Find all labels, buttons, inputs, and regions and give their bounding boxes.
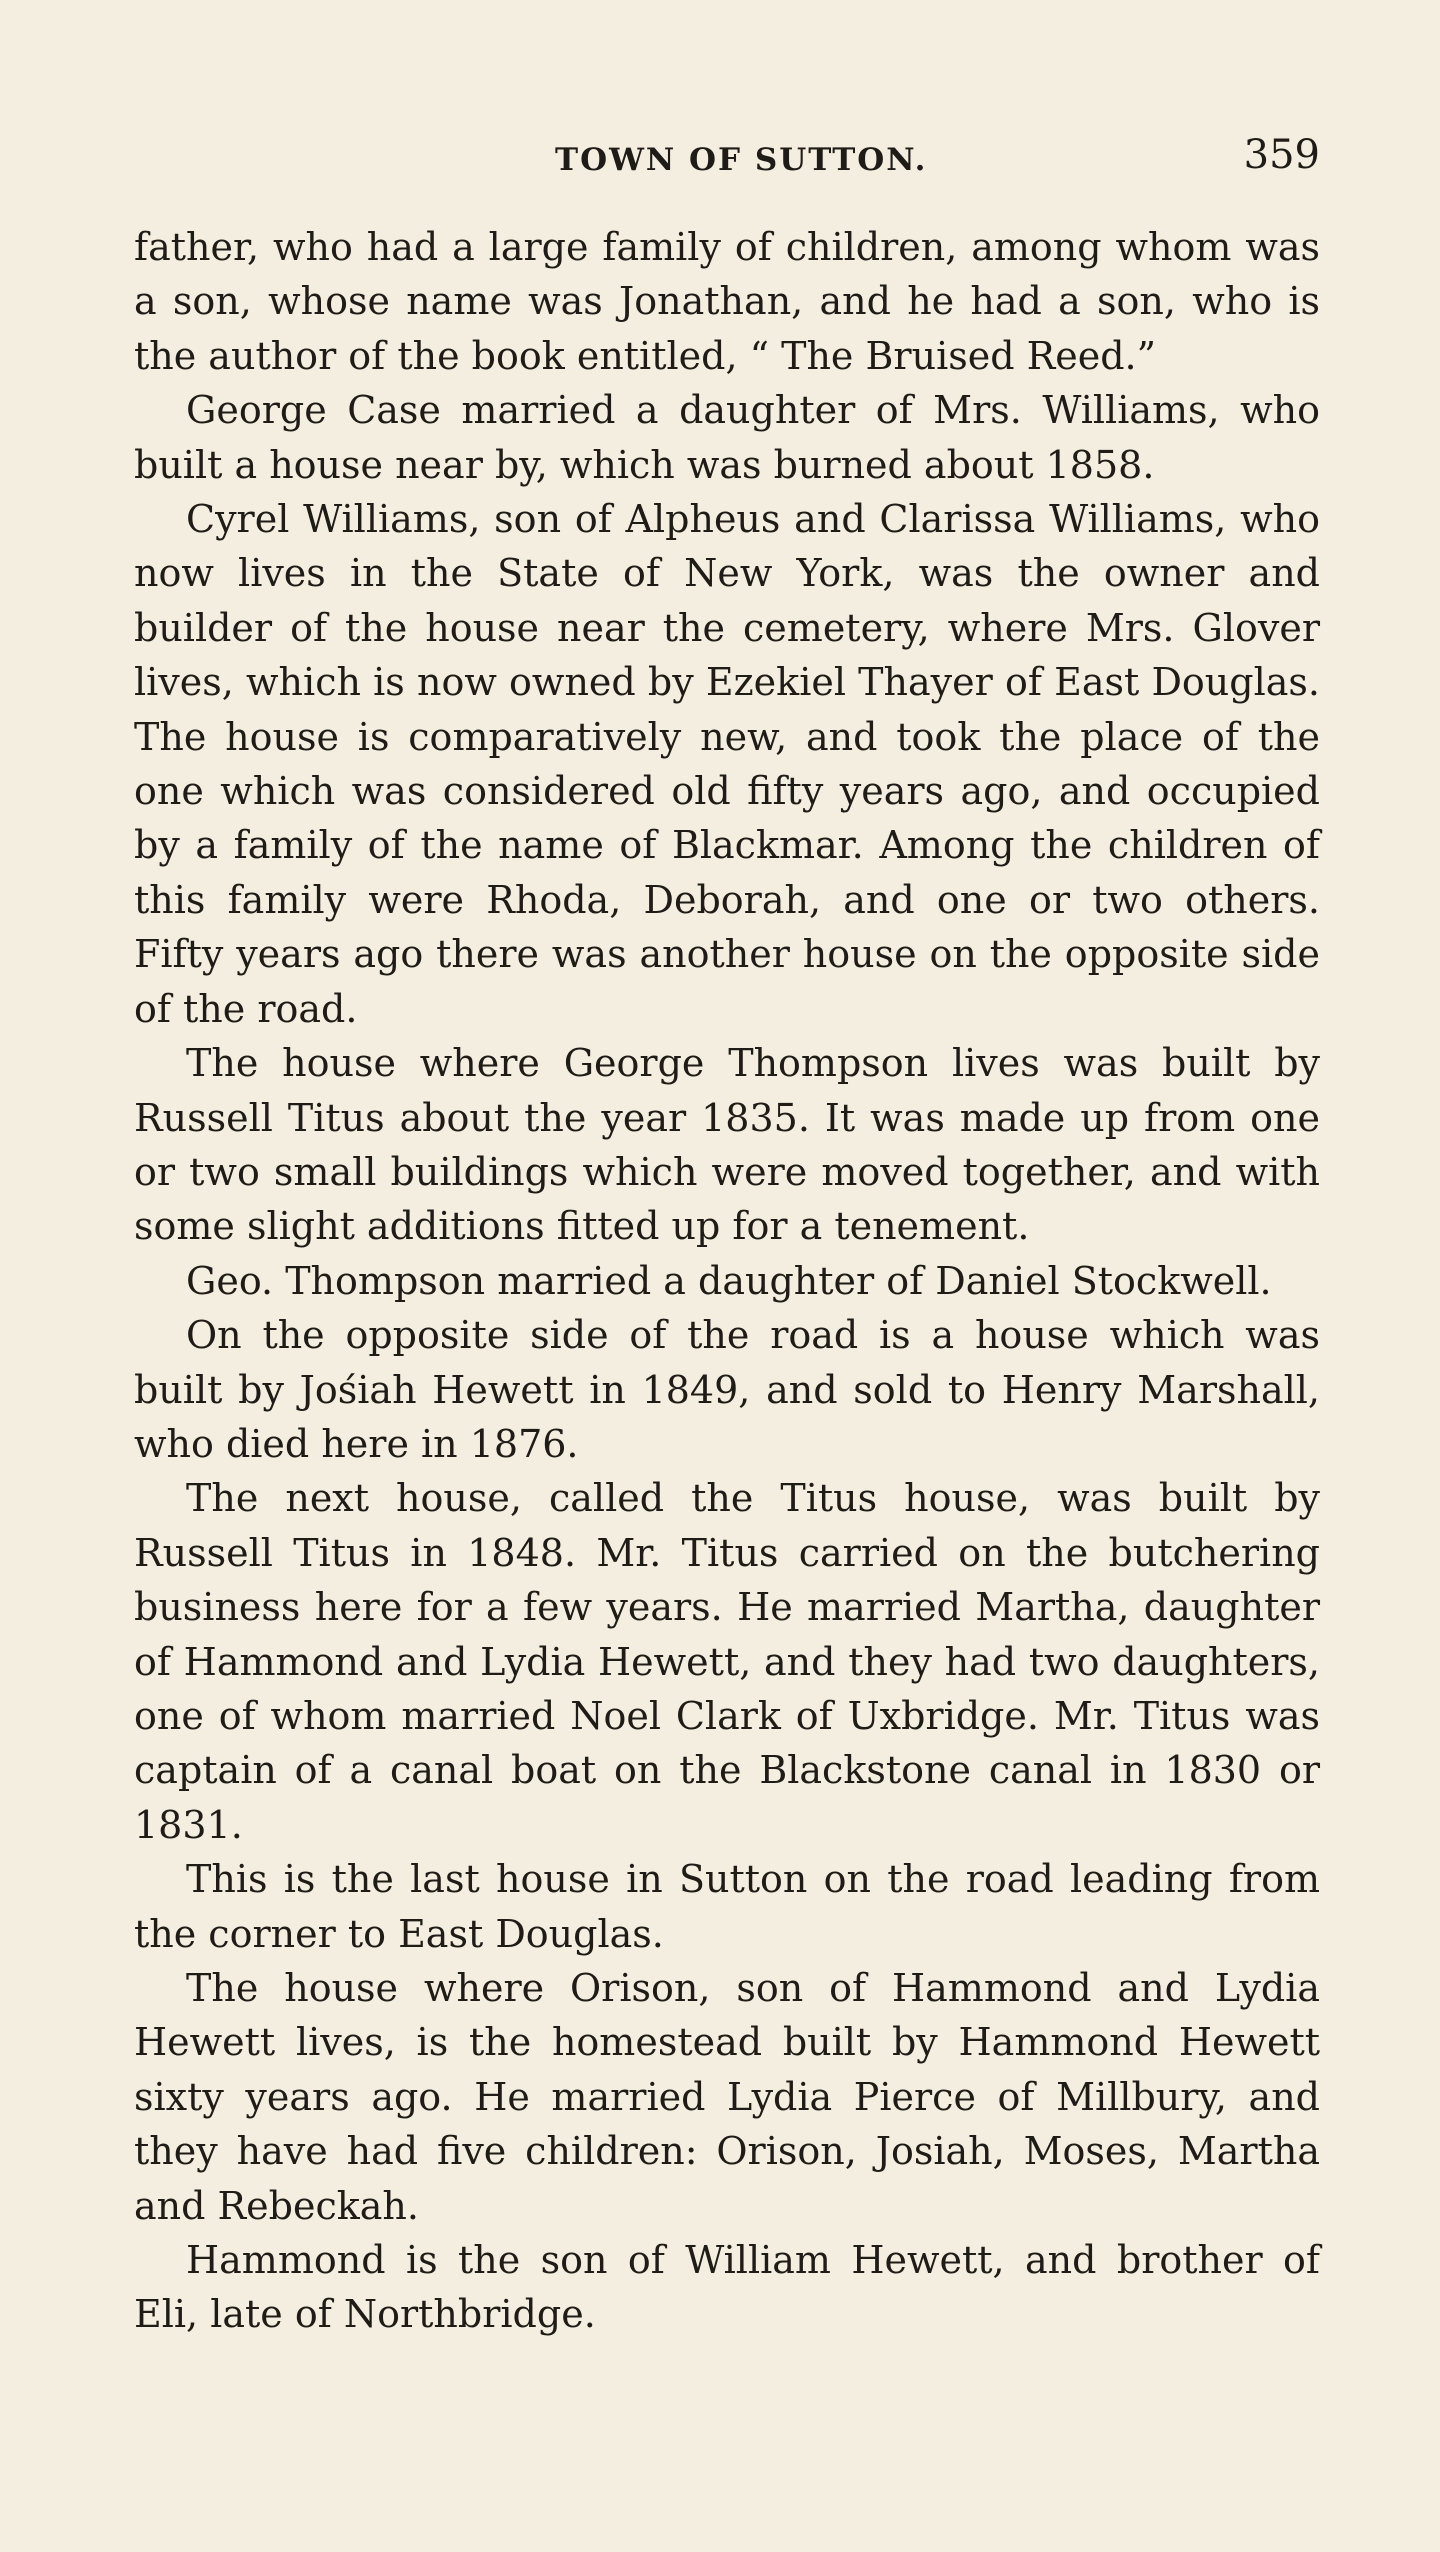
paragraph-thompson-house: The house where George Thompson lives was built by Russell Titus about the year 1835. It was made up from one or two small buildings which were moved together, and with some slight additions fitted up for a tenement. [134,1041,1320,1249]
paragraph-orison-homestead: The house where Orison, son of Hammond and Lydia Hewett lives, is the homestead built by Hammond Hewett sixty years ago. He married Lydia Pierce of Millbury, and they have had five children: Orison, Josiah, Moses, Martha and Rebeckah. [134,1966,1320,2228]
page-header [0,132,1440,192]
paragraph-titus-house: The next house, called the Titus house, was built by Russell Titus in 1848. Mr. Titus carried on the butchering business here for a few years. He married Martha, daughter of Hammond and Lydia Hewett, and they had two daughters, one of whom married Noel Clark of Uxbridge. Mr. Titus was captain of a canal boat on the Blackstone canal in 1830 or 1831. [134,1476,1320,1847]
page-number: 359 [1243,132,1320,178]
paragraph-george-case: George Case married a daughter of Mrs. Williams, who built a house near by, which was burned about 1858. [134,388,1320,487]
running-title: TOWN OF SUTTON. [555,142,928,178]
paragraph-last-house: This is the last house in Sutton on the road leading from the corner to East Douglas. [134,1857,1320,1956]
paragraph-opposite-house: On the opposite side of the road is a house which was built by Jośiah Hewett in 1849, and sold to Henry Marshall, who died here in 1876. [134,1313,1320,1466]
paragraph-cyrel-williams: Cyrel Williams, son of Alpheus and Clarissa Williams, who now lives in the State of New York, was the owner and builder of the house near the cemetery, where Mrs. Glover lives, which is now owned by Ezekiel Thayer of East Douglas. The house is comparatively new, and took the place of the one which was considered old fifty years ago, and occupied by a family of the name of Blackmar. Among the children of this family were Rhoda, Deborah, and one or two others. Fifty years ago there was another house on the opposite side of the road. [134,497,1320,1031]
paragraph-continuation: father, who had a large family of children, among whom was a son, whose name was Jonathan, and he had a son, who is the author of the book entitled, “ The Bruised Reed.” [134,225,1320,378]
paragraph-hammond: Hammond is the son of William Hewett, and brother of Eli, late of Northbridge. [134,2238,1320,2337]
body-text [134,220,1320,2342]
paragraph-geo-thompson: Geo. Thompson married a daughter of Daniel Stockwell. [186,1258,1272,1303]
